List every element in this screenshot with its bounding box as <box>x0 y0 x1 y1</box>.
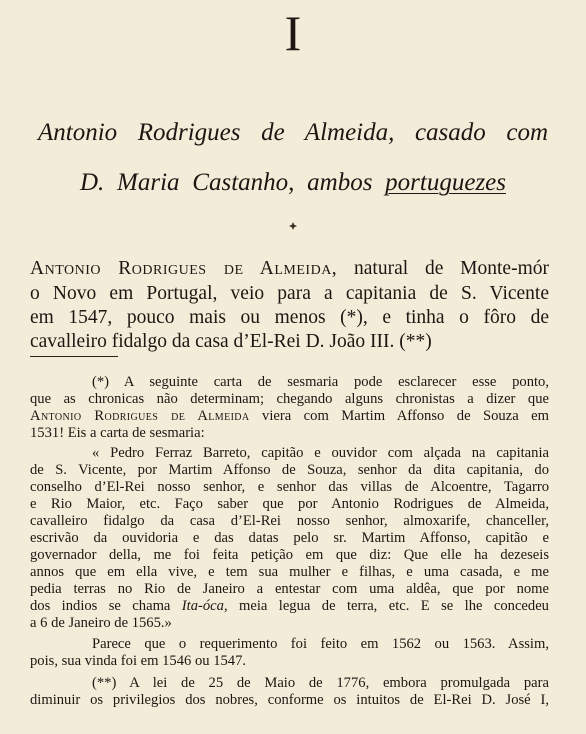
quote-line-1: « Pedro Ferraz Barreto, capitão e ouvidor com alçada na capitania <box>92 445 549 461</box>
ornament-icon <box>289 222 297 230</box>
quote-line-5: cavalleiro fidalgo da casa d’El-Rei nosso senhor, almoxarife, chanceller, <box>30 513 549 529</box>
footnote-2-line-1: (**) A lei de 25 de Maio de 1776, embora promulgada para <box>92 675 549 691</box>
quote-line-10 <box>30 598 549 615</box>
place-name: Ita-óca <box>181 598 224 614</box>
body-line-4: cavalleiro fidalgo da casa d’El-Rei D. João III. (**) <box>30 331 432 352</box>
quote-line-8: annos que em ella vive, e tem sua mulher e filhas, e uma casada, e me <box>30 564 549 580</box>
footnote-1-after-line-2: pois, sua vinda foi em 1546 ou 1547. <box>30 653 247 669</box>
quote-line-11: a 6 de Janeiro de 1565.» <box>30 615 172 631</box>
quote-line-7: governador della, me foi feita petição em que diz: Que elle ha dezeseis <box>30 547 549 563</box>
body-line-1-text: natural de Monte-mór <box>337 258 549 279</box>
footnote-1-line-3 <box>30 408 549 425</box>
quote-line-4: e Rio Maior, etc. Faço saber que por Antonio Rodrigues de Almeida, <box>30 496 549 512</box>
body-line-1 <box>30 258 549 280</box>
footnote-divider <box>30 356 118 357</box>
title-line-2-text: D. Maria Castanho, ambos <box>80 169 386 196</box>
title-line-2-underlined: portuguezes <box>385 169 506 196</box>
title-line-1 <box>38 118 548 148</box>
quote-line-10-rest: , meia legua de terra, etc. E se lhe concedeu <box>223 598 549 614</box>
footnote-1-line-4: 1531! Eis a carta de sesmaria: <box>30 425 205 441</box>
footnote-2-line-2: diminuir os privilegios dos nobres, conforme os intuitos de El-Rei D. José I, <box>30 692 549 708</box>
quote-line-6: escrivão da ouvidoria e das datas pelo sr. Martim Affonso, capitão e <box>30 530 549 546</box>
quote-line-10-text: dos indios se chama <box>30 598 182 614</box>
quote-line-2: de S. Vicente, por Martim Affonso de Souza, senhor da dita capitania, do <box>30 462 549 478</box>
footnote-1-line-1: (*) A seguinte carta de sesmaria pode esclarecer esse ponto, <box>92 374 549 390</box>
quote-line-3: conselho d’El-Rei nosso senhor, e senhor das villas de Alcoentre, Tagarro <box>30 479 549 495</box>
footnote-1-line-2: que as chronicas não determinam; chegando alguns chronistas a dizer que <box>30 391 549 407</box>
footnote-1-after-line-1: Parece que o requerimento foi feito em 1562 ou 1563. Assim, <box>92 636 549 652</box>
quote-line-9: pedia terras no Rio de Janeiro a entestar com uma aldêa, que por nome <box>30 581 549 597</box>
body-line-3: em 1547, pouco mais ou menos (*), e tinha o fôro de <box>30 307 549 328</box>
footnote-1-line-3-text: viera com Martim Affonso de Souza em <box>249 408 549 424</box>
body-line-2: o Novo em Portugal, veio para a capitania de S. Vicente <box>30 283 549 304</box>
person-name: Antonio Rodrigues de Almeida, <box>30 258 338 279</box>
title-line-2 <box>80 168 506 198</box>
title-line-1-text: Antonio Rodrigues de Almeida, casado com <box>38 119 548 146</box>
chapter-numeral: I <box>284 5 302 61</box>
footnote-person-name: Antonio Rodrigues de Almeida <box>30 408 250 424</box>
